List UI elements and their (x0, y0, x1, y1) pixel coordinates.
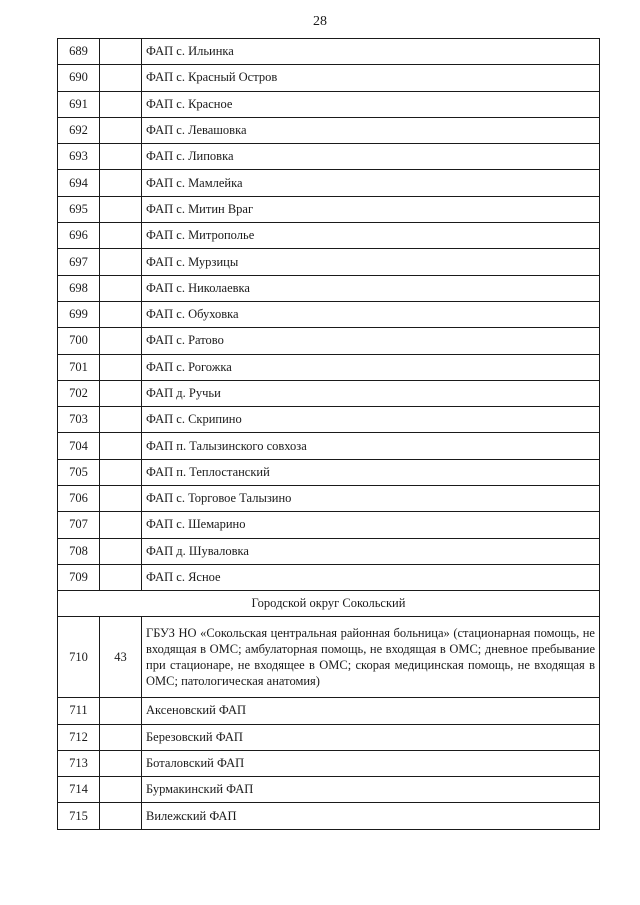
table-row (58, 433, 600, 459)
row-name: Бурмакинский ФАП (142, 777, 600, 803)
row-number: 689 (58, 39, 100, 65)
table-row (58, 564, 600, 590)
row-code: 43 (100, 617, 142, 698)
row-name: ФАП с. Ратово (142, 328, 600, 354)
row-code (100, 698, 142, 724)
row-number: 707 (58, 512, 100, 538)
row-code (100, 459, 142, 485)
row-name: ФАП с. Скрипино (142, 407, 600, 433)
row-code (100, 564, 142, 590)
row-number: 705 (58, 459, 100, 485)
row-number: 703 (58, 407, 100, 433)
row-name: ФАП д. Ручьи (142, 380, 600, 406)
row-code (100, 328, 142, 354)
table-row (58, 91, 600, 117)
section-title: Городской округ Сокольский (58, 591, 600, 617)
row-code (100, 512, 142, 538)
row-code (100, 301, 142, 327)
row-number: 694 (58, 170, 100, 196)
row-name: Вилежский ФАП (142, 803, 600, 829)
row-number: 711 (58, 698, 100, 724)
row-number: 695 (58, 196, 100, 222)
row-number: 693 (58, 144, 100, 170)
row-name: ФАП с. Рогожка (142, 354, 600, 380)
row-number: 704 (58, 433, 100, 459)
row-name: ФАП с. Торговое Талызино (142, 486, 600, 512)
row-number: 715 (58, 803, 100, 829)
table-row (58, 750, 600, 776)
row-number: 708 (58, 538, 100, 564)
table-row (58, 144, 600, 170)
row-number: 713 (58, 750, 100, 776)
page-number: 28 (313, 14, 327, 29)
row-name: ФАП п. Талызинского совхоза (142, 433, 600, 459)
row-code (100, 407, 142, 433)
row-code (100, 354, 142, 380)
row-number: 701 (58, 354, 100, 380)
row-number: 702 (58, 380, 100, 406)
row-name: ФАП с. Красное (142, 91, 600, 117)
row-name: ФАП с. Мурзицы (142, 249, 600, 275)
row-name: ФАП с. Ильинка (142, 39, 600, 65)
row-code (100, 538, 142, 564)
table-row (58, 407, 600, 433)
row-name: ФАП с. Шемарино (142, 512, 600, 538)
row-name: ФАП с. Митин Враг (142, 196, 600, 222)
row-number: 700 (58, 328, 100, 354)
row-name: ФАП с. Ясное (142, 564, 600, 590)
row-number: 699 (58, 301, 100, 327)
table-row (58, 486, 600, 512)
row-number: 696 (58, 223, 100, 249)
table-row (58, 39, 600, 65)
row-number: 712 (58, 724, 100, 750)
row-code (100, 65, 142, 91)
row-number: 692 (58, 117, 100, 143)
table-row (58, 117, 600, 143)
row-number: 706 (58, 486, 100, 512)
row-code (100, 196, 142, 222)
table-row (58, 170, 600, 196)
table-row (58, 698, 600, 724)
row-code (100, 223, 142, 249)
row-name: Аксеновский ФАП (142, 698, 600, 724)
row-code (100, 170, 142, 196)
table-row (58, 301, 600, 327)
table-row (58, 459, 600, 485)
table-body-bottom (58, 698, 600, 829)
row-number: 710 (58, 617, 100, 698)
table-row (58, 65, 600, 91)
row-number: 690 (58, 65, 100, 91)
row-code (100, 144, 142, 170)
row-code (100, 724, 142, 750)
row-code (100, 380, 142, 406)
table-row (58, 275, 600, 301)
table-row (58, 328, 600, 354)
row-name: ФАП с. Митрополье (142, 223, 600, 249)
row-code (100, 117, 142, 143)
table-row (58, 196, 600, 222)
row-code (100, 777, 142, 803)
row-name: Березовский ФАП (142, 724, 600, 750)
row-name: ФАП д. Шуваловка (142, 538, 600, 564)
row-name: ФАП с. Красный Остров (142, 65, 600, 91)
row-code (100, 249, 142, 275)
row-name: ФАП с. Липовка (142, 144, 600, 170)
row-name: ФАП п. Теплостанский (142, 459, 600, 485)
row-number: 691 (58, 91, 100, 117)
table-row (58, 538, 600, 564)
row-number: 698 (58, 275, 100, 301)
table-body-top (58, 39, 600, 591)
row-name: ФАП с. Николаевка (142, 275, 600, 301)
row-code (100, 433, 142, 459)
row-name: ФАП с. Мамлейка (142, 170, 600, 196)
table-row (58, 724, 600, 750)
row-code (100, 486, 142, 512)
table-body-section (58, 591, 600, 698)
row-name: Боталовский ФАП (142, 750, 600, 776)
table-row (58, 803, 600, 829)
row-code (100, 275, 142, 301)
row-number: 697 (58, 249, 100, 275)
section-header-row (58, 591, 600, 617)
table-row (58, 354, 600, 380)
table-row (58, 777, 600, 803)
table-row (58, 380, 600, 406)
row-code (100, 39, 142, 65)
row-code (100, 803, 142, 829)
row-number: 714 (58, 777, 100, 803)
table-row (58, 249, 600, 275)
row-number: 709 (58, 564, 100, 590)
row-name: ФАП с. Левашовка (142, 117, 600, 143)
table-row (58, 617, 600, 698)
row-name: ФАП с. Обуховка (142, 301, 600, 327)
row-name: ГБУЗ НО «Сокольская центральная районная больница» (стационарная помощь, не входящая в ОМС; амбулаторная помощь, не входящая в ОМС; дневное пребывание при стационаре, не входящее в ОМС; скорая медицинская помощь, не входящая в ОМС; патологическая анатомия) (142, 617, 600, 698)
facilities-table (57, 38, 600, 830)
table-row (58, 512, 600, 538)
row-code (100, 91, 142, 117)
table-row (58, 223, 600, 249)
row-code (100, 750, 142, 776)
